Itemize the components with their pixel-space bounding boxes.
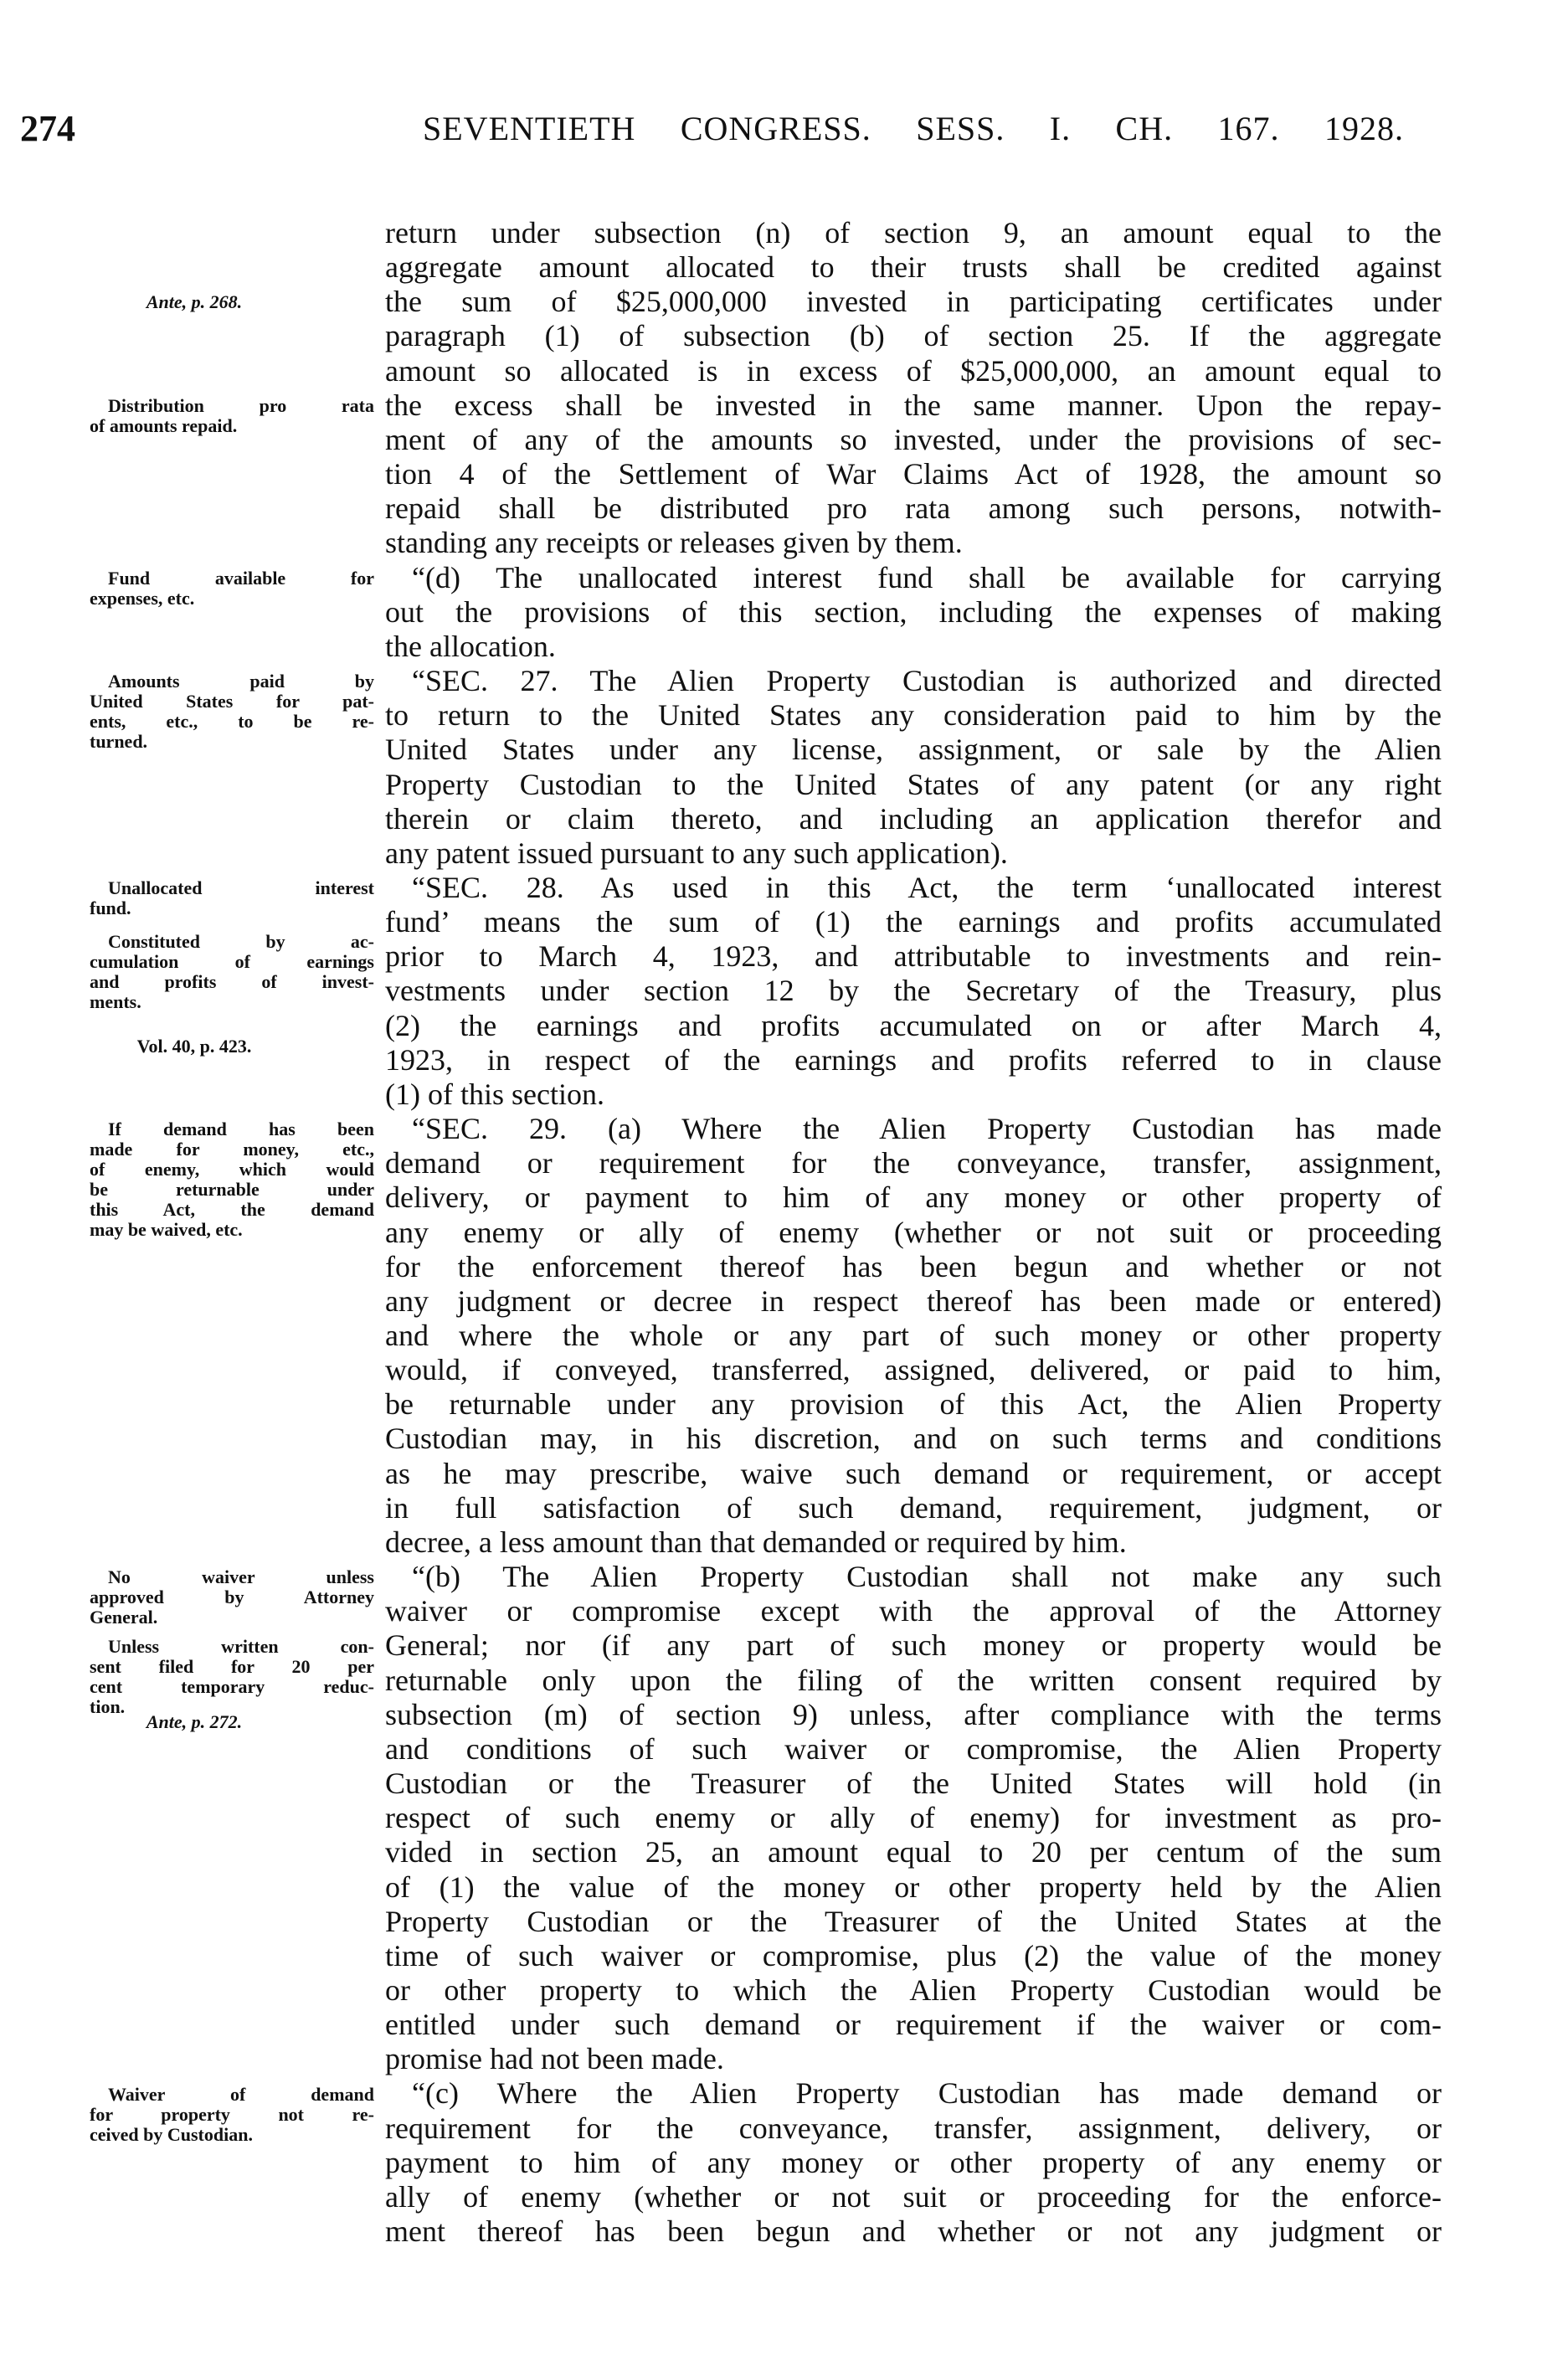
text-line: any judgment or decree in respect thereof has been made or entered) — [385, 1283, 1442, 1318]
margin-note-unless-written — [90, 1637, 374, 1717]
margin-note-line: of enemy, which would — [90, 1159, 374, 1180]
text-line: “(d) The unallocated interest fund shall be available for carrying — [412, 560, 1442, 594]
text-line: vided in section 25, an amount equal to 20 per centum of the sum — [385, 1835, 1442, 1870]
text-line: waiver or compromise except with the approval of the Attorney — [385, 1594, 1442, 1628]
text-line: amount so allocated is in excess of $25,000,000, an amount equal to — [385, 353, 1442, 388]
margin-note-line: No waiver unless — [108, 1566, 374, 1588]
margin-note-line: for property not re- — [90, 2103, 374, 2125]
margin-note-line: Amounts paid by — [108, 671, 374, 692]
text-line: fund’ means the sum of (1) the earnings and profits accumulated — [385, 905, 1442, 939]
text-line: “(b) The Alien Property Custodian shall not make any such — [412, 1560, 1442, 1594]
text-line: demand or requirement for the conveyance, transfer, assignment, — [385, 1146, 1442, 1180]
text-line: or other property to which the Alien Property Custodian would be — [385, 1972, 1442, 2007]
margin-note-no-waiver — [90, 1567, 374, 1628]
text-line: the allocation. — [385, 629, 556, 663]
margin-note-line: may be waived, etc. — [90, 1219, 243, 1241]
text-line: (1) of this section. — [385, 1077, 604, 1111]
margin-note-line: If demand has been — [108, 1119, 374, 1140]
margin-note-line: and profits of invest- — [90, 970, 374, 992]
margin-note-line: approved by Attorney — [90, 1587, 374, 1608]
margin-note-line: turned. — [90, 731, 148, 753]
margin-note-line: fund. — [90, 897, 131, 919]
text-line: Property Custodian or the Treasurer of the United States at the — [385, 1904, 1442, 1938]
text-line: the excess shall be invested in the same manner. Upon the repay- — [385, 388, 1442, 422]
text-line: for the enforcement thereof has been begun and whether or not — [385, 1249, 1442, 1283]
text-line: subsection (m) of section 9) unless, after compliance with the terms — [385, 1697, 1442, 1731]
text-line: be returnable under any provision of this Act, the Alien Property — [385, 1387, 1442, 1422]
margin-note-fund-available — [90, 568, 374, 609]
text-line: standing any receipts or releases given by them. — [385, 526, 963, 560]
margin-note-line: expenses, etc. — [90, 587, 195, 609]
text-line: aggregate amount allocated to their trusts shall be credited against — [385, 250, 1442, 285]
body-text — [385, 216, 1442, 2249]
text-line: promise had not been made. — [385, 2042, 724, 2076]
text-line: to return to the United States any consideration paid to him by the — [385, 698, 1442, 733]
text-line: the sum of $25,000,000 invested in participating certificates under — [385, 285, 1442, 319]
text-line: any enemy or ally of enemy (whether or not suit or proceeding — [385, 1215, 1442, 1249]
margin-note-line: sent filed for 20 per — [90, 1655, 374, 1677]
text-line: of (1) the value of the money or other property held by the Alien — [385, 1870, 1442, 1904]
margin-note-line: Constituted by ac- — [108, 930, 374, 952]
margin-note-unallocated — [90, 878, 374, 918]
margin-note-line: ents, etc., to be re- — [90, 711, 374, 733]
text-line: 1923, in respect of the earnings and profits referred to in clause — [385, 1042, 1442, 1077]
margin-note-line: Vol. 40, p. 423. — [136, 1036, 252, 1057]
text-line: ment of any of the amounts so invested, under the provisions of sec- — [385, 422, 1442, 456]
text-line: Custodian or the Treasurer of the United States will hold (in — [385, 1767, 1442, 1801]
margin-note-line: made for money, etc., — [90, 1139, 374, 1160]
text-line: vestments under section 12 by the Secretary of the Treasury, plus — [385, 974, 1442, 1008]
margin-note-constituted — [90, 932, 374, 1012]
margin-note-if-demand — [90, 1119, 374, 1240]
text-line: “SEC. 29. (a) Where the Alien Property Custodian has made — [412, 1112, 1442, 1146]
text-line: United States under any license, assignment, or sale by the Alien — [385, 733, 1442, 767]
margin-note-vol-40 — [90, 1036, 299, 1057]
margin-note-ante-272 — [90, 1712, 299, 1732]
margin-note-line: General. — [90, 1607, 158, 1628]
margin-note-line: ments. — [90, 990, 141, 1012]
text-line: in full satisfaction of such demand, requirement, judgment, or — [385, 1490, 1442, 1525]
text-line: entitled under such demand or requirement if the waiver or com- — [385, 2008, 1442, 2042]
text-line: delivery, or payment to him of any money or other property of — [385, 1180, 1442, 1215]
text-line: would, if conveyed, transferred, assigned, delivered, or paid to him, — [385, 1353, 1442, 1387]
text-line: respect of such enemy or ally of enemy) for investment as pro- — [385, 1801, 1442, 1835]
margin-note-ante-268 — [90, 292, 299, 312]
text-line: returnable only upon the filing of the written consent required by — [385, 1663, 1442, 1697]
text-line: prior to March 4, 1923, and attributable to investments and rein- — [385, 939, 1442, 974]
page-number: 274 — [20, 108, 75, 149]
margin-note-line: Distribution pro rata — [108, 394, 374, 416]
text-line: “(c) Where the Alien Property Custodian has made demand or — [412, 2076, 1442, 2111]
margin-note-line: of amounts repaid. — [90, 414, 238, 436]
text-line: “SEC. 27. The Alien Property Custodian is authorized and directed — [412, 664, 1442, 698]
margin-note-line: Waiver of demand — [108, 2083, 374, 2105]
text-line: ally of enemy (whether or not suit or proceeding for the enforce- — [385, 2179, 1442, 2214]
text-line: time of such waiver or compromise, plus (2) the value of the money — [385, 1938, 1442, 1972]
margin-note-line: Unallocated interest — [108, 877, 374, 899]
margin-note-line: tion. — [90, 1695, 126, 1717]
text-line: “SEC. 28. As used in this Act, the term ‘unallocated interest — [412, 870, 1442, 904]
text-line: requirement for the conveyance, transfer, assignment, delivery, or — [385, 2111, 1442, 2145]
margin-note-line: be returnable under — [90, 1179, 374, 1201]
text-line: any patent issued pursuant to any such application). — [385, 836, 1008, 870]
text-line: paragraph (1) of subsection (b) of section 25. If the aggregate — [385, 319, 1442, 353]
margin-note-line: this Act, the demand — [90, 1199, 374, 1221]
text-line: tion 4 of the Settlement of War Claims Act of 1928, the amount so — [385, 457, 1442, 491]
margin-note-line: ceived by Custodian. — [90, 2123, 253, 2145]
margin-note-line: Fund available for — [108, 567, 374, 589]
margin-note-amounts-paid — [90, 671, 374, 752]
margin-note-line: Ante, p. 272. — [146, 1711, 243, 1733]
text-line: return under subsection (n) of section 9, an amount equal to the — [385, 216, 1442, 249]
margin-note-line: cent temporary reduc- — [90, 1675, 374, 1697]
text-line: as he may prescribe, waive such demand or requirement, or accept — [385, 1456, 1442, 1490]
text-line: decree, a less amount than that demanded or required by him. — [385, 1525, 1127, 1559]
text-line: General; nor (if any part of such money or property would be — [385, 1628, 1442, 1663]
margin-note-distribution — [90, 396, 374, 436]
text-line: out the provisions of this section, including the expenses of making — [385, 594, 1442, 629]
text-line: payment to him of any money or other property of any enemy or — [385, 2145, 1442, 2179]
margin-note-waiver-demand — [90, 2085, 374, 2145]
margin-note-line: cumulation of earnings — [90, 950, 374, 972]
margin-note-line: Unless written con- — [108, 1635, 374, 1657]
text-line: and conditions of such waiver or compromise, the Alien Property — [385, 1731, 1442, 1766]
text-line: repaid shall be distributed pro rata among such persons, notwith- — [385, 491, 1442, 526]
text-line: therein or claim thereto, and including an application therefor and — [385, 801, 1442, 836]
text-line: Custodian may, in his discretion, and on such terms and conditions — [385, 1422, 1442, 1456]
margin-note-line: United States for pat- — [90, 691, 374, 712]
margin-note-line: Ante, p. 268. — [146, 291, 243, 313]
text-line: (2) the earnings and profits accumulated on or after March 4, — [385, 1008, 1442, 1042]
text-line: ment thereof has been begun and whether or not any judgment or — [385, 2214, 1442, 2249]
text-line: and where the whole or any part of such money or other property — [385, 1319, 1442, 1352]
running-head: SEVENTIETH CONGRESS. SESS. I. CH. 167. 1928. — [423, 110, 1404, 147]
text-line: Property Custodian to the United States of any patent (or any right — [385, 767, 1442, 801]
